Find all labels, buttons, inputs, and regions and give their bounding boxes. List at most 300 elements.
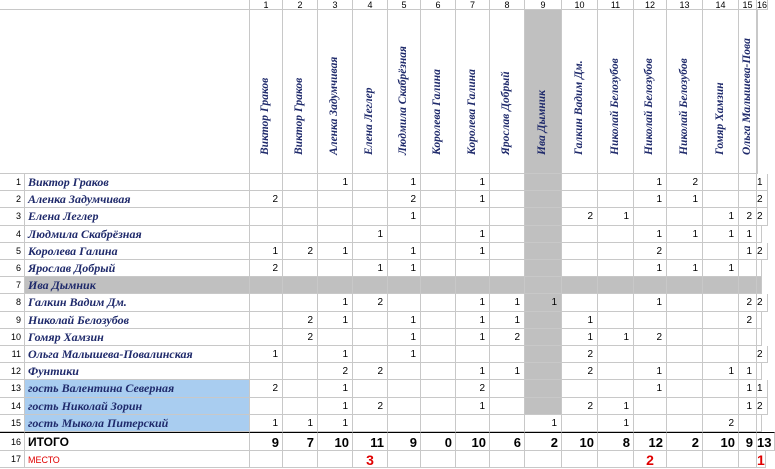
score-cell[interactable] [283, 226, 318, 243]
participant-name[interactable]: Ива Дымник [25, 277, 250, 294]
score-cell[interactable]: 2 [739, 294, 757, 312]
score-cell[interactable] [283, 277, 318, 294]
score-cell[interactable] [388, 415, 421, 432]
score-cell[interactable]: 1 [634, 260, 667, 277]
score-cell[interactable] [250, 174, 283, 191]
score-cell[interactable] [490, 398, 525, 415]
column-name-header[interactable] [667, 10, 703, 174]
score-cell[interactable] [421, 312, 456, 329]
score-cell[interactable] [525, 191, 562, 208]
score-cell[interactable] [250, 398, 283, 415]
score-cell[interactable] [421, 329, 456, 346]
score-cell[interactable] [667, 415, 703, 432]
score-cell[interactable] [562, 380, 598, 398]
row-number[interactable]: 16 [0, 432, 25, 451]
score-cell[interactable]: 2 [739, 208, 757, 226]
column-name-header[interactable] [456, 10, 490, 174]
score-cell[interactable]: 1 [739, 363, 757, 380]
score-cell[interactable] [490, 208, 525, 226]
score-cell[interactable] [388, 294, 421, 312]
score-cell[interactable] [421, 380, 456, 398]
score-cell[interactable] [353, 312, 388, 329]
score-cell[interactable]: 1 [598, 329, 634, 346]
score-cell[interactable] [490, 260, 525, 277]
score-cell[interactable] [634, 346, 667, 363]
score-cell[interactable] [598, 277, 634, 294]
place-cell[interactable] [562, 451, 598, 468]
score-cell[interactable] [598, 174, 634, 191]
column-number[interactable]: 16 [757, 0, 768, 10]
score-cell[interactable]: 1 [283, 415, 318, 432]
place-cell[interactable] [525, 451, 562, 468]
column-number[interactable]: 3 [318, 0, 353, 10]
score-cell[interactable]: 2 [456, 380, 490, 398]
score-cell[interactable]: 1 [456, 191, 490, 208]
column-number[interactable]: 2 [283, 0, 318, 10]
score-cell[interactable]: 1 [634, 191, 667, 208]
score-cell[interactable]: 2 [250, 191, 283, 208]
row-number[interactable]: 10 [0, 329, 25, 346]
row-number[interactable]: 15 [0, 415, 25, 432]
score-cell[interactable] [667, 312, 703, 329]
score-cell[interactable]: 1 [667, 226, 703, 243]
score-cell[interactable] [250, 208, 283, 226]
score-cell[interactable]: 1 [456, 312, 490, 329]
score-cell[interactable] [757, 260, 762, 277]
score-cell[interactable] [703, 294, 739, 312]
score-cell[interactable]: 1 [388, 243, 421, 260]
score-cell[interactable] [318, 329, 353, 346]
column-name-header[interactable] [353, 10, 388, 174]
column-name-header[interactable] [318, 10, 353, 174]
participant-name[interactable]: Аленка Задумчивая [25, 191, 250, 208]
column-number[interactable]: 14 [703, 0, 739, 10]
score-cell[interactable] [667, 380, 703, 398]
participant-name[interactable]: Ярослав Добрый [25, 260, 250, 277]
score-cell[interactable]: 2 [757, 243, 768, 260]
column-name-header[interactable] [421, 10, 456, 174]
score-cell[interactable] [525, 363, 562, 380]
column-name-header[interactable] [634, 10, 667, 174]
score-cell[interactable] [562, 191, 598, 208]
score-cell[interactable]: 1 [703, 363, 739, 380]
score-cell[interactable]: 1 [757, 380, 768, 398]
score-cell[interactable]: 1 [598, 208, 634, 226]
score-cell[interactable]: 2 [388, 191, 421, 208]
row-number[interactable]: 5 [0, 243, 25, 260]
score-cell[interactable] [739, 329, 757, 346]
participant-name[interactable]: гость Валентина Северная [25, 380, 250, 398]
score-cell[interactable] [421, 243, 456, 260]
row-number[interactable]: 8 [0, 294, 25, 312]
column-name-header[interactable] [490, 10, 525, 174]
participant-name[interactable]: Николай Белозубов [25, 312, 250, 329]
column-number[interactable]: 8 [490, 0, 525, 10]
score-cell[interactable] [388, 277, 421, 294]
participant-name[interactable]: Ольга Малышева-Повалинская [25, 346, 250, 363]
score-cell[interactable] [667, 346, 703, 363]
score-cell[interactable]: 1 [667, 260, 703, 277]
score-cell[interactable]: 1 [250, 415, 283, 432]
score-cell[interactable] [703, 346, 739, 363]
score-cell[interactable] [667, 329, 703, 346]
place-cell[interactable]: 3 [353, 451, 388, 468]
score-cell[interactable] [757, 277, 762, 294]
score-cell[interactable] [667, 398, 703, 415]
score-cell[interactable] [421, 398, 456, 415]
total-cell[interactable]: 10 [703, 432, 739, 451]
row-number[interactable]: 2 [0, 191, 25, 208]
score-cell[interactable] [598, 226, 634, 243]
row-number[interactable]: 12 [0, 363, 25, 380]
total-cell[interactable]: 12 [634, 432, 667, 451]
score-cell[interactable] [525, 243, 562, 260]
score-cell[interactable]: 1 [598, 398, 634, 415]
score-cell[interactable] [739, 191, 757, 208]
column-name-header[interactable] [388, 10, 421, 174]
score-cell[interactable] [490, 243, 525, 260]
score-cell[interactable] [525, 346, 562, 363]
score-cell[interactable]: 1 [318, 312, 353, 329]
score-cell[interactable] [421, 415, 456, 432]
score-cell[interactable] [525, 260, 562, 277]
column-number[interactable]: 9 [525, 0, 562, 10]
total-cell[interactable]: 13 [757, 432, 775, 451]
score-cell[interactable] [667, 243, 703, 260]
score-cell[interactable]: 2 [757, 398, 768, 415]
score-cell[interactable]: 1 [353, 226, 388, 243]
score-cell[interactable] [490, 380, 525, 398]
score-cell[interactable] [353, 191, 388, 208]
score-cell[interactable] [250, 226, 283, 243]
column-name-header[interactable] [250, 10, 283, 174]
score-cell[interactable]: 2 [283, 243, 318, 260]
score-cell[interactable]: 2 [634, 243, 667, 260]
score-cell[interactable] [525, 174, 562, 191]
score-cell[interactable] [318, 260, 353, 277]
column-name-header[interactable] [598, 10, 634, 174]
score-cell[interactable] [490, 191, 525, 208]
total-cell[interactable]: 10 [562, 432, 598, 451]
score-cell[interactable]: 2 [562, 363, 598, 380]
score-cell[interactable] [757, 415, 762, 432]
score-cell[interactable] [353, 243, 388, 260]
score-cell[interactable] [634, 415, 667, 432]
place-cell[interactable] [490, 451, 525, 468]
score-cell[interactable] [421, 260, 456, 277]
score-cell[interactable] [318, 191, 353, 208]
score-cell[interactable]: 2 [562, 398, 598, 415]
row-number[interactable]: 7 [0, 277, 25, 294]
score-cell[interactable] [421, 226, 456, 243]
total-cell[interactable]: 0 [421, 432, 456, 451]
place-cell[interactable] [388, 451, 421, 468]
place-cell[interactable]: 1 [757, 452, 765, 468]
score-cell[interactable] [353, 380, 388, 398]
score-cell[interactable]: 1 [634, 294, 667, 312]
score-cell[interactable]: 1 [525, 294, 562, 312]
score-cell[interactable] [250, 277, 283, 294]
row-number[interactable]: 17 [0, 451, 25, 468]
score-cell[interactable] [490, 277, 525, 294]
score-cell[interactable]: 2 [490, 329, 525, 346]
score-cell[interactable]: 2 [757, 191, 768, 208]
place-cell[interactable] [739, 451, 757, 468]
score-cell[interactable] [388, 380, 421, 398]
score-cell[interactable]: 1 [490, 294, 525, 312]
score-cell[interactable] [562, 260, 598, 277]
participant-name[interactable]: Королева Галина [25, 243, 250, 260]
score-cell[interactable] [353, 329, 388, 346]
score-cell[interactable] [598, 346, 634, 363]
score-cell[interactable] [490, 226, 525, 243]
place-cell[interactable]: 2 [634, 451, 667, 468]
score-cell[interactable]: 1 [318, 346, 353, 363]
score-cell[interactable]: 1 [490, 363, 525, 380]
score-cell[interactable] [250, 312, 283, 329]
score-cell[interactable] [283, 208, 318, 226]
total-cell[interactable]: 6 [490, 432, 525, 451]
row-number[interactable]: 14 [0, 398, 25, 415]
score-cell[interactable] [562, 243, 598, 260]
totals-label[interactable]: ИТОГО [25, 432, 250, 451]
place-cell[interactable] [598, 451, 634, 468]
row-number[interactable]: 1 [0, 174, 25, 191]
score-cell[interactable]: 1 [388, 346, 421, 363]
column-number[interactable]: 12 [634, 0, 667, 10]
place-label[interactable]: МЕСТО [25, 451, 250, 468]
score-cell[interactable] [421, 363, 456, 380]
score-cell[interactable] [388, 398, 421, 415]
score-cell[interactable] [667, 294, 703, 312]
score-cell[interactable] [703, 312, 739, 329]
score-cell[interactable] [421, 174, 456, 191]
score-cell[interactable] [490, 415, 525, 432]
column-number[interactable]: 1 [250, 0, 283, 10]
score-cell[interactable]: 1 [703, 226, 739, 243]
score-cell[interactable]: 2 [353, 363, 388, 380]
score-cell[interactable] [757, 329, 762, 346]
column-name-header[interactable] [283, 10, 318, 174]
score-cell[interactable] [703, 329, 739, 346]
column-name-header[interactable] [757, 10, 758, 174]
total-cell[interactable]: 10 [456, 432, 490, 451]
column-number[interactable]: 4 [353, 0, 388, 10]
row-number[interactable]: 11 [0, 346, 25, 363]
score-cell[interactable] [421, 277, 456, 294]
score-cell[interactable] [703, 277, 739, 294]
score-cell[interactable] [318, 226, 353, 243]
score-cell[interactable]: 2 [634, 329, 667, 346]
score-cell[interactable] [757, 226, 762, 243]
score-cell[interactable] [562, 415, 598, 432]
score-cell[interactable]: 1 [634, 380, 667, 398]
score-cell[interactable]: 1 [318, 174, 353, 191]
score-cell[interactable] [353, 208, 388, 226]
column-name-header[interactable] [703, 10, 739, 174]
score-cell[interactable]: 1 [456, 398, 490, 415]
column-number[interactable]: 15 [739, 0, 757, 10]
score-cell[interactable] [598, 312, 634, 329]
score-cell[interactable]: 1 [456, 174, 490, 191]
score-cell[interactable] [634, 277, 667, 294]
corner-cell[interactable] [0, 0, 250, 10]
score-cell[interactable]: 2 [353, 294, 388, 312]
score-cell[interactable]: 1 [318, 415, 353, 432]
score-cell[interactable] [739, 174, 757, 191]
score-cell[interactable]: 1 [456, 363, 490, 380]
score-cell[interactable]: 2 [283, 329, 318, 346]
score-cell[interactable]: 1 [525, 415, 562, 432]
row-number[interactable]: 9 [0, 312, 25, 329]
score-cell[interactable] [562, 294, 598, 312]
place-cell[interactable] [318, 451, 353, 468]
score-cell[interactable]: 1 [318, 398, 353, 415]
row-number[interactable]: 13 [0, 380, 25, 398]
score-cell[interactable]: 1 [456, 243, 490, 260]
score-cell[interactable] [353, 415, 388, 432]
score-cell[interactable]: 1 [598, 415, 634, 432]
score-cell[interactable]: 1 [634, 363, 667, 380]
score-cell[interactable] [353, 174, 388, 191]
score-cell[interactable]: 1 [318, 294, 353, 312]
score-cell[interactable]: 1 [562, 329, 598, 346]
column-name-header[interactable] [739, 10, 757, 174]
score-cell[interactable] [250, 329, 283, 346]
score-cell[interactable] [353, 277, 388, 294]
score-cell[interactable]: 2 [739, 312, 757, 329]
score-cell[interactable]: 2 [250, 380, 283, 398]
score-cell[interactable] [757, 312, 762, 329]
participant-name[interactable]: Елена Леглер [25, 208, 250, 226]
score-cell[interactable] [456, 277, 490, 294]
score-cell[interactable] [562, 174, 598, 191]
score-cell[interactable]: 1 [739, 226, 757, 243]
score-cell[interactable] [562, 277, 598, 294]
score-cell[interactable] [283, 294, 318, 312]
score-cell[interactable] [250, 363, 283, 380]
score-cell[interactable] [703, 398, 739, 415]
participant-name[interactable]: гость Николай Зорин [25, 398, 250, 415]
place-cell[interactable] [667, 451, 703, 468]
score-cell[interactable] [739, 260, 757, 277]
score-cell[interactable] [421, 208, 456, 226]
score-cell[interactable] [598, 191, 634, 208]
score-cell[interactable]: 1 [490, 312, 525, 329]
score-cell[interactable] [353, 346, 388, 363]
score-cell[interactable]: 1 [703, 208, 739, 226]
score-cell[interactable] [525, 398, 562, 415]
place-cell[interactable] [456, 451, 490, 468]
column-name-header[interactable] [562, 10, 598, 174]
column-number[interactable]: 6 [421, 0, 456, 10]
score-cell[interactable]: 1 [388, 208, 421, 226]
participant-name[interactable]: гость Мыкола Питерский [25, 415, 250, 432]
total-cell[interactable]: 2 [667, 432, 703, 451]
score-cell[interactable] [283, 191, 318, 208]
score-cell[interactable]: 1 [318, 380, 353, 398]
score-cell[interactable] [739, 415, 757, 432]
score-cell[interactable] [283, 260, 318, 277]
score-cell[interactable]: 1 [634, 226, 667, 243]
score-cell[interactable]: 1 [667, 191, 703, 208]
score-cell[interactable] [283, 380, 318, 398]
score-cell[interactable]: 1 [456, 329, 490, 346]
score-cell[interactable]: 2 [757, 208, 768, 226]
score-cell[interactable] [739, 346, 757, 363]
score-cell[interactable] [667, 208, 703, 226]
score-cell[interactable]: 2 [757, 294, 768, 312]
score-cell[interactable] [525, 208, 562, 226]
score-cell[interactable] [456, 346, 490, 363]
score-cell[interactable] [634, 208, 667, 226]
score-cell[interactable]: 2 [562, 208, 598, 226]
score-cell[interactable] [634, 398, 667, 415]
total-cell[interactable]: 9 [250, 432, 283, 451]
score-cell[interactable] [525, 277, 562, 294]
column-name-header[interactable] [525, 10, 562, 174]
score-cell[interactable] [456, 208, 490, 226]
score-cell[interactable]: 2 [283, 312, 318, 329]
score-cell[interactable] [421, 191, 456, 208]
score-cell[interactable]: 1 [757, 174, 768, 191]
score-cell[interactable] [703, 243, 739, 260]
score-cell[interactable]: 2 [250, 260, 283, 277]
score-cell[interactable] [739, 277, 757, 294]
score-cell[interactable]: 2 [562, 346, 598, 363]
participant-name[interactable]: Гомяр Хамзин [25, 329, 250, 346]
score-cell[interactable] [388, 363, 421, 380]
score-cell[interactable]: 1 [250, 243, 283, 260]
score-cell[interactable]: 1 [388, 174, 421, 191]
score-cell[interactable]: 2 [353, 398, 388, 415]
score-cell[interactable] [757, 363, 762, 380]
participant-name[interactable]: Людмила Скабрёзная [25, 226, 250, 243]
total-cell[interactable]: 7 [283, 432, 318, 451]
score-cell[interactable]: 1 [562, 312, 598, 329]
participant-name[interactable]: Галкин Вадим Дм. [25, 294, 250, 312]
score-cell[interactable]: 1 [388, 329, 421, 346]
participant-name[interactable]: Фунтики [25, 363, 250, 380]
score-cell[interactable] [525, 380, 562, 398]
score-cell[interactable]: 2 [667, 174, 703, 191]
score-cell[interactable]: 1 [250, 346, 283, 363]
score-cell[interactable] [490, 174, 525, 191]
score-cell[interactable]: 1 [456, 294, 490, 312]
score-cell[interactable] [318, 277, 353, 294]
corner-cell[interactable] [0, 10, 250, 174]
score-cell[interactable] [598, 363, 634, 380]
place-cell[interactable] [283, 451, 318, 468]
total-cell[interactable]: 8 [598, 432, 634, 451]
score-cell[interactable]: 2 [757, 346, 768, 363]
score-cell[interactable] [421, 294, 456, 312]
score-cell[interactable] [598, 380, 634, 398]
score-cell[interactable]: 1 [739, 398, 757, 415]
row-number[interactable]: 6 [0, 260, 25, 277]
column-number[interactable]: 13 [667, 0, 703, 10]
score-cell[interactable]: 2 [703, 415, 739, 432]
score-cell[interactable]: 1 [318, 243, 353, 260]
score-cell[interactable] [456, 260, 490, 277]
column-number[interactable]: 5 [388, 0, 421, 10]
score-cell[interactable] [421, 346, 456, 363]
score-cell[interactable] [525, 312, 562, 329]
score-cell[interactable]: 1 [703, 260, 739, 277]
place-cell[interactable] [421, 451, 456, 468]
score-cell[interactable]: 1 [634, 174, 667, 191]
total-cell[interactable]: 9 [739, 432, 757, 451]
